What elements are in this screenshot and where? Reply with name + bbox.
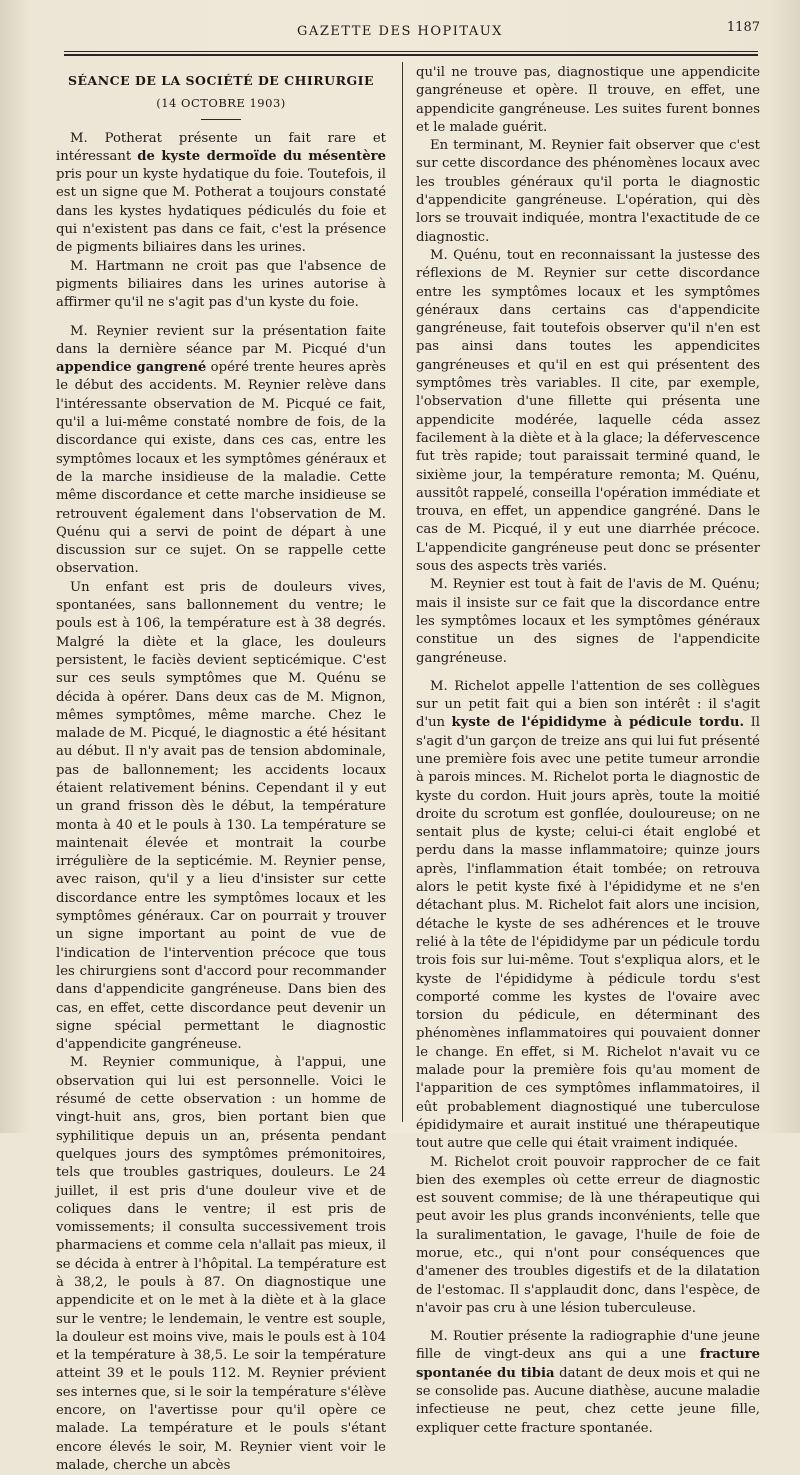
paragraph-text: M. Reynier revient sur la présentation faite dans la dernière séance par M. Picqué d'un <box>56 323 386 357</box>
paragraph-text: M. Quénu, tout en reconnaissant la justesse des réflexions de M. Reynier sur cette discordance entre les symptômes locaux et les symptômes généraux dans certains cas d'appendicite gangréneuse, fait toutefois observer qu'il n'en est pas ainsi dans toutes les appendicites gangréneuses et qu'il en est qui présentent des symptômes très variables. Il cite, par exemple, l'observation d'une fillette qui présenta une appendicite modérée, laquelle céda assez facilement à la diète et à la glace; la défervescence fut très rapide; tout paraissait terminé quand, le sixième jour, la température remonta; M. Quénu, aussitôt rappelé, conseilla l'opération immédiate et trouva, en effet, un appendice gangréné. Dans le cas de M. Picqué, il y eut une diarrhée précoce. L'appendicite gangréneuse peut donc se présenter sous des aspects très variés. <box>416 247 760 575</box>
paragraph <box>56 1054 386 1475</box>
right-column <box>416 64 760 1438</box>
paragraph <box>416 576 760 667</box>
header-rule-thick <box>64 54 758 56</box>
section-date: (14 OCTOBRE 1903) <box>156 96 286 111</box>
paragraph-emphasis: de kyste dermoïde du mésentère <box>137 148 386 164</box>
page-header <box>60 0 760 46</box>
paragraph-text: qu'il ne trouve pas, diagnostique une appendicite gangréneuse et opère. Il trouve, en effet, une appendicite gangréneuse. Les suites furent bonnes et le malade guérit. <box>416 65 760 135</box>
paragraph-emphasis: kyste de l'épididyme à pédicule tordu. <box>451 715 745 731</box>
paragraph <box>416 678 760 1154</box>
paragraph-text: Un enfant est pris de douleurs vives, spontanées, sans ballonnement du ventre; le pouls est à 106, la température est à 38 degrés. Malgré la diète et la glace, les douleurs persistent, le faciès devient septicémique. C'est sur ces seuls symptômes que M. Quénu se décida à opérer. Dans deux cas de M. Mignon, mêmes symptômes, même marche. Chez le malade de M. Picqué, le diagnostic a été hésitant au début. Il n'y avait pas de tension abdominale, pas de ballonnement; les accidents locaux étaient relativement bénins. Cependant il y eut un grand frisson dès le début, la température monta à 40 et le pouls à 130. La température se maintenait élevée et montrait la courbe irrégulière de la septicémie. M. Reynier pense, avec raison, qu'il y a lieu d'insister sur cette discordance entre les symptômes locaux et les symptômes généraux. Car on pourrait y trouver un signe important au point de vue de l'indication de l'intervention précoce que tous les chirurgiens sont d'accord pour recommander dans d'appendicite gangréneuse. Dans bien des cas, en effet, cette discordance peut devenir un signe spécial permettant le diagnostic d'appendicite gangréneuse. <box>56 579 386 1053</box>
paragraph-text: M. Routier présente la radiographie d'une jeune fille de vingt-deux ans qui a une <box>416 1329 760 1363</box>
left-column <box>56 64 386 1475</box>
paragraph-text: En terminant, M. Reynier fait observer que c'est sur cette discordance des phénomènes locaux avec les troubles généraux qu'il porta le diagnostic d'appendicite gangréneuse. L'opération, qui dès lors se trouvait indiquée, montra l'exactitude de ce diagnostic. <box>416 138 760 245</box>
running-head: GAZETTE DES HOPITAUX <box>297 24 503 39</box>
header-rule <box>64 51 758 52</box>
paragraph <box>56 323 386 579</box>
paragraph-emphasis: appendice gangrené <box>56 360 207 376</box>
paragraph <box>56 130 386 258</box>
paragraph-text-continued: pris pour un kyste hydatique du foie. Toutefois, il est un signe que M. Potherat a toujours constaté dans les kystes hydatiques pédiculés du foie et qui n'existent pas dans ce fait, c'est la présence de pigments biliaires dans les urines. <box>56 167 386 256</box>
paragraph-text-continued: datant de deux mois et qui ne se consolide pas. Aucune diathèse, aucune maladie infectieuse ne peut, chez cette jeune fille, expliquer cette fracture spontanée. <box>416 1365 760 1436</box>
paragraph <box>416 247 760 576</box>
left-paragraphs <box>56 130 386 1475</box>
paragraph-emphasis: fracture spontanée du tibia <box>416 1347 760 1381</box>
paragraph-text: M. Hartmann ne croit pas que l'absence de pigments biliaires dans les urines autorise à affirmer qu'il ne s'agit pas d'un kyste du foie. <box>56 258 386 311</box>
paragraph <box>416 1154 760 1319</box>
paragraph <box>56 579 386 1055</box>
paragraph <box>56 258 386 313</box>
paragraph-text: M. Richelot croit pouvoir rapprocher de ce fait bien des exemples où cette erreur de diagnostic est souvent commise; de là une thérapeutique qui peut avoir les plus grands inconvénients, telle que la suralimentation, le gavage, l'huile de foie de morue, etc., qui n'ont pour conséquences que d'amener des troubles digestifs et de la dilatation de l'estomac. Il s'applaudit donc, dans l'espèce, de n'avoir pas cru à une lésion tuberculeuse. <box>416 1154 760 1316</box>
section-title: SÉANCE DE LA SOCIÉTÉ DE CHIRURGIE <box>67 73 375 88</box>
right-paragraphs <box>416 64 760 1438</box>
paragraph-text-continued: opéré trente heures après le début des accidents. M. Reynier relève dans l'intéressante observation de M. Picqué ce fait, qu'il a lui-même constaté nombre de fois, de la discordance qui existe, dans ces cas, entre les symptômes locaux et les symptômes généraux et de la marche insidieuse de la maladie. Cette même discordance et cette marche insidieuse se retrouvent également dans l'observation de M. Quénu qui a servi de point de départ à une discussion sur ce sujet. On se rappelle cette observation. <box>56 360 386 577</box>
paragraph-text: M. Reynier communique, à l'appui, une observation qui lui est personnelle. Voici le résumé de cette observation : un homme de vingt-huit ans, gros, bien portant bien que syphilitique depuis un an, présenta pendant quelques jours des symptômes prémonitoires, tels que troubles gastriques, douleurs. Le 24 juillet, il est pris d'une douleur vive et de coliques dans le ventre; il est pris de vomissements; il consulta successivement trois pharmaciens et comme cela n'allait pas mieux, il se décida à entrer à l'hôpital. La température est à 38,2, le pouls à 87. On diagnostique une appendicite et on le met à la diète et à la glace sur le ventre; le lendemain, le ventre est souple, la douleur est moins vive, mais le pouls est à 104 et la température à 38,5. Le soir la température atteint 39 et le pouls 112. M. Reynier prévient ses internes que, si le soir la température s'élève encore, on l'avertisse pour qu'il opère ce malade. La température et le pouls s'étant encore élevés le soir, M. Reynier vient voir le malade, cherche un abcès <box>56 1055 386 1473</box>
paragraph-text-continued: Il s'agit d'un garçon de treize ans qui lui fut présenté une première fois avec une petite tumeur arrondie à parois minces. M. Richelot porta le diagnostic de kyste du cordon. Huit jours après, toute la moitié droite du scrotum est gonflée, douloureuse; on ne sentait plus de kyste; celui-ci était englobé et perdu dans la masse inflammatoire; quinze jours après, l'inflammation était tombée; on retrouva alors le petit kyste fixé à l'épididyme et ne s'en détachant plus. M. Richelot fait alors une incision, détache le kyste de ses adhérences et le trouve relié à la tête de l'épididyme par un pédicule tordu trois fois sur lui-même. Tout s'expliqua alors, et le kyste de l'épididyme à pédicule tordu s'est comporté comme les kystes de l'ovaire avec torsion du pédicule, en déterminant des phénomènes inflammatoires qui pouvaient donner le change. En effet, si M. Richelot n'avait vu ce malade pour la première fois qu'au moment de l'apparition de ces symptômes inflammatoires, il eût probablement diagnostiqué une tuberculose épididymaire et aurait institué une thérapeutique tout autre que celle qui était vraiment indiquée. <box>416 715 760 1152</box>
page-number: 1187 <box>726 20 760 35</box>
section-rule <box>201 119 241 120</box>
column-divider <box>402 62 403 1122</box>
paragraph <box>416 1328 760 1438</box>
paragraph-text: M. Potherat présente un fait rare et intéressant <box>56 130 386 164</box>
paragraph-text: M. Richelot appelle l'attention de ses collègues sur un petit fait qui a bien son intérêt : il s'agit d'un <box>416 678 760 731</box>
paragraph <box>416 64 760 137</box>
paragraph <box>416 137 760 247</box>
paragraph-text: M. Reynier est tout à fait de l'avis de M. Quénu; mais il insiste sur ce fait que la discordance entre les symptômes locaux et les symptômes généraux constitue un des signes de l'appendicite gangréneuse. <box>416 577 760 666</box>
